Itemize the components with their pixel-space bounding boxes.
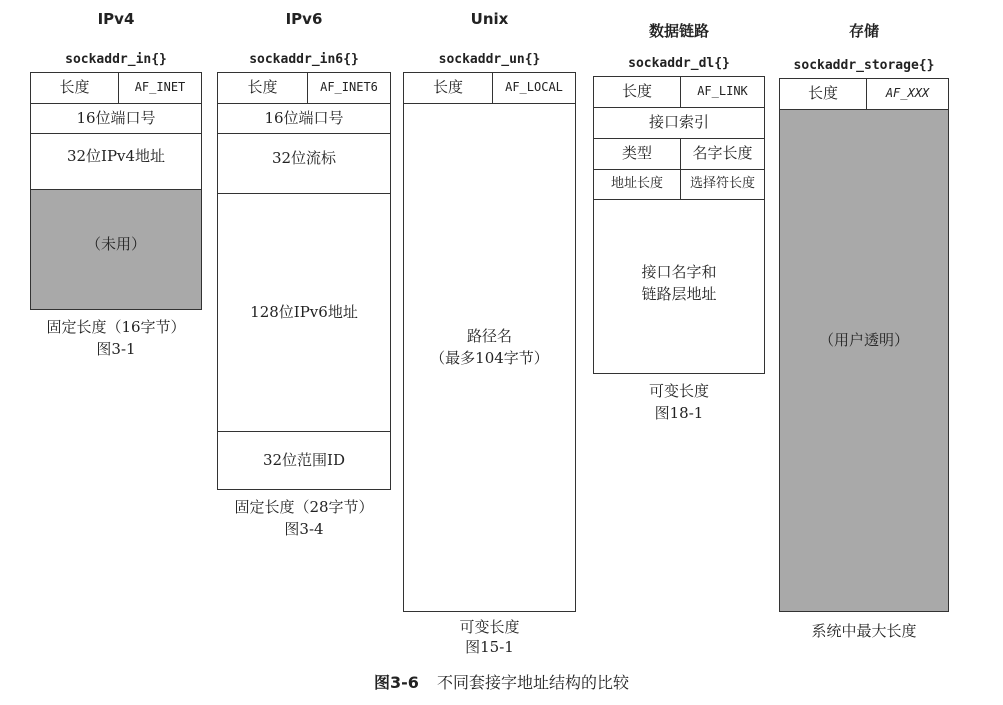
ipv6-family-field: AF_INET6 <box>307 73 390 103</box>
unix-family-field: AF_LOCAL <box>492 73 575 103</box>
unix-struct-box <box>403 72 576 612</box>
datalink-name-length-field: 名字长度 <box>680 138 764 169</box>
ipv6-title: IPv6 <box>285 10 323 28</box>
ipv4-family-field: AF_INET <box>118 73 201 103</box>
datalink-selector-length-field: 选择符长度 <box>680 169 764 199</box>
ipv6-flowinfo-field: 32位流标 <box>218 133 390 193</box>
datalink-title: 数据链路 <box>648 22 709 40</box>
ipv4-title: IPv4 <box>97 10 135 28</box>
unix-struct-name: sockaddr_un{} <box>438 52 541 67</box>
unix-path-note: （最多104字节） <box>430 348 549 367</box>
unix-caption-ref: 图15-1 <box>465 638 514 656</box>
unix-caption <box>383 617 596 657</box>
figure-caption <box>0 670 1003 693</box>
datalink-caption <box>573 380 785 424</box>
ipv6-length-field: 长度 <box>247 78 278 97</box>
datalink-family-field: AF_LINK <box>680 77 764 107</box>
datalink-name-address-field <box>594 199 764 373</box>
ipv4-address-field: 32位IPv4地址 <box>31 133 201 189</box>
storage-struct-box <box>779 78 949 612</box>
ipv6-port-field: 16位端口号 <box>218 103 390 133</box>
datalink-name-address-line2: 链路层地址 <box>641 284 717 303</box>
datalink-length-field: 长度 <box>621 82 652 101</box>
ipv6-address-field: 128位IPv6地址 <box>218 193 390 431</box>
ipv4-caption-size: 固定长度（16字节） <box>46 318 186 336</box>
unix-caption-size: 可变长度 <box>459 618 520 636</box>
datalink-type-field: 类型 <box>594 138 680 169</box>
ipv6-caption-ref: 图3-4 <box>284 520 324 538</box>
storage-title: 存储 <box>848 22 879 40</box>
ipv6-struct-box <box>217 72 391 490</box>
unix-path-label: 路径名 <box>466 326 512 345</box>
ipv4-caption-ref: 图3-1 <box>96 340 136 358</box>
ipv4-port-field: 16位端口号 <box>31 103 201 133</box>
figure-number: 图3-6 <box>374 673 419 692</box>
datalink-caption-ref: 图18-1 <box>654 404 704 422</box>
unix-title: Unix <box>470 10 509 28</box>
storage-struct-name: sockaddr_storage{} <box>793 58 935 73</box>
storage-family-field: AF_XXX <box>866 79 948 109</box>
ipv6-caption-size: 固定长度（28字节） <box>234 498 374 516</box>
datalink-index-field: 接口索引 <box>594 107 764 138</box>
figure-caption-text: 不同套接字地址结构的比较 <box>436 673 629 692</box>
ipv6-caption <box>197 496 411 540</box>
ipv4-caption <box>10 316 222 360</box>
ipv6-struct-name: sockaddr_in6{} <box>249 52 359 67</box>
storage-opaque-field: （用户透明） <box>780 109 948 611</box>
storage-caption <box>759 620 969 642</box>
datalink-name-address-line1: 接口名字和 <box>641 263 717 281</box>
datalink-struct-box <box>593 76 765 374</box>
unix-length-field: 长度 <box>432 78 463 97</box>
ipv4-length-field: 长度 <box>59 78 90 97</box>
datalink-address-length-field: 地址长度 <box>594 169 680 199</box>
storage-caption-size: 系统中最大长度 <box>811 622 917 640</box>
datalink-struct-name: sockaddr_dl{} <box>628 56 730 71</box>
storage-length-field: 长度 <box>807 84 838 103</box>
ipv4-struct-box <box>30 72 202 310</box>
ipv4-unused-field: （未用） <box>31 189 201 309</box>
unix-path-field <box>404 103 575 611</box>
datalink-caption-size: 可变长度 <box>648 382 709 400</box>
ipv6-scope-id-field: 32位范围ID <box>218 431 390 489</box>
ipv4-struct-name: sockaddr_in{} <box>65 52 167 67</box>
